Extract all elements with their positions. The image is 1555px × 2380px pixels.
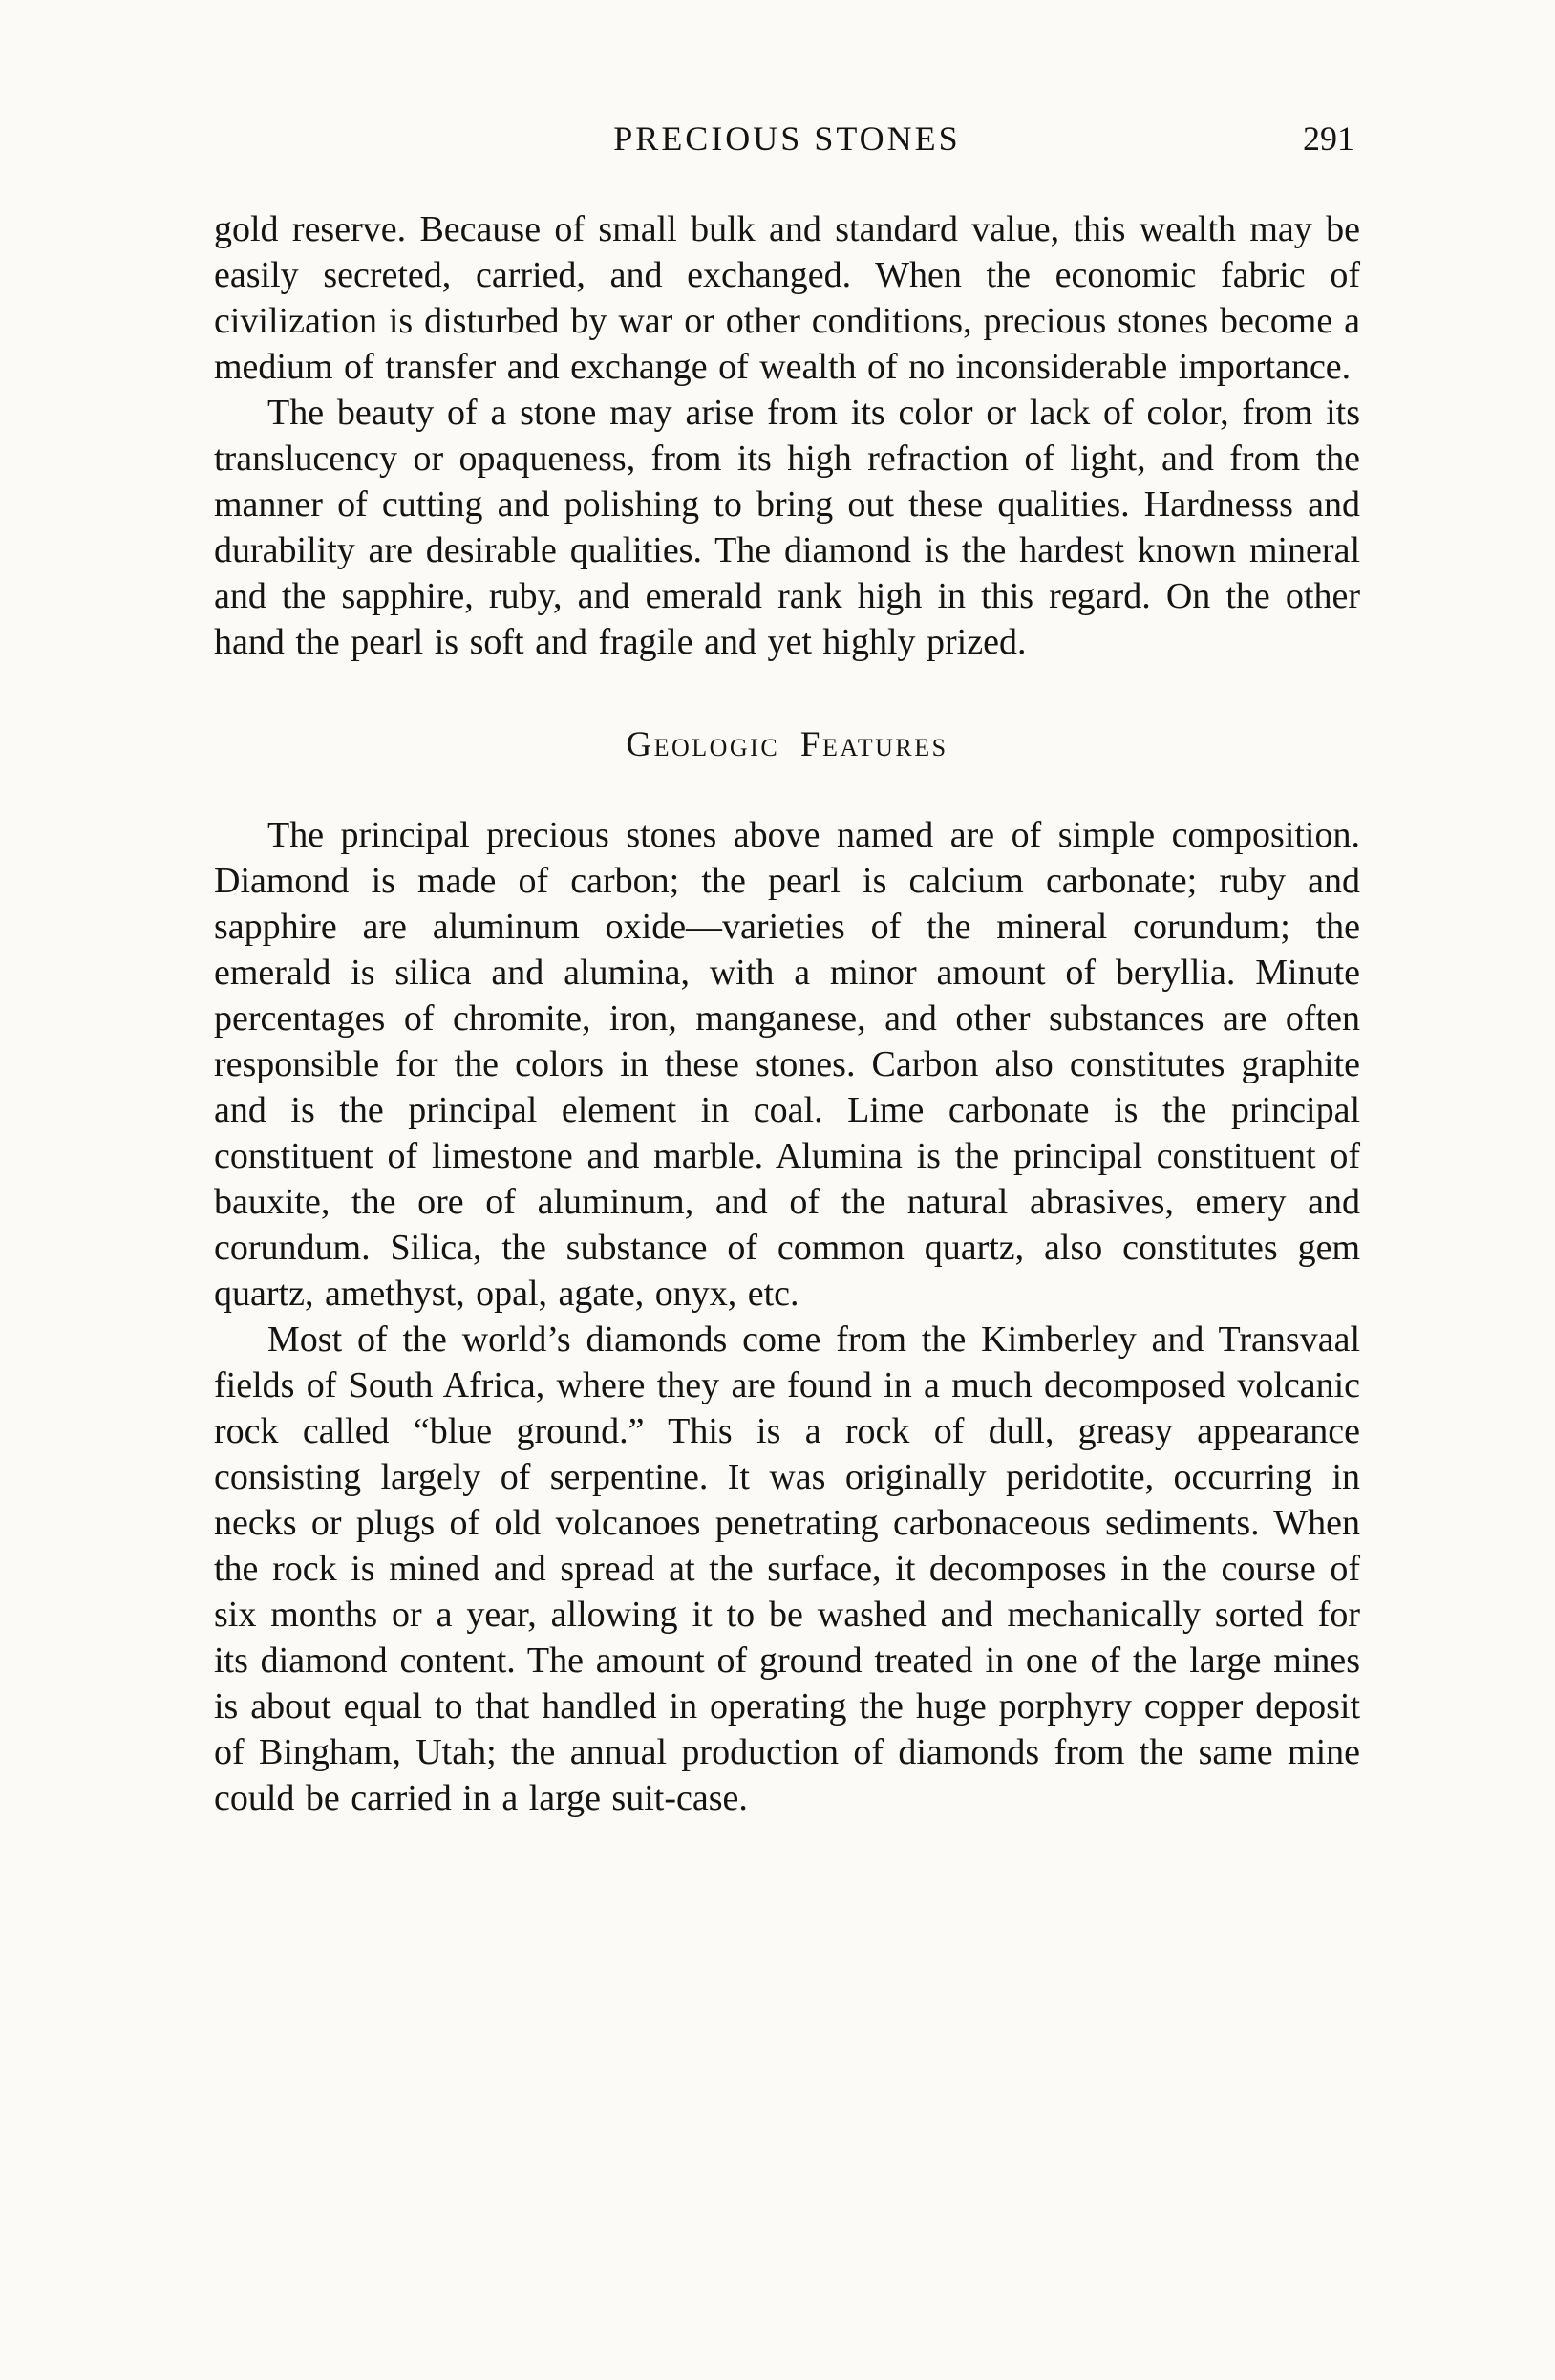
page-title: PRECIOUS STONES [613,119,961,158]
body-text [214,206,1360,1821]
running-header [214,115,1360,162]
paragraph: The principal precious stones above named are of simple composition. Diamond is made of carbon; the pearl is calcium carbonate; ruby and sapphire are aluminum oxide—varieties of the mineral corundum; the emerald is silica and alumina, with a minor amount of beryllia. Minute percentages of chromite, iron, manganese, and other substances are often responsible for the colors in these stones. Carbon also constitutes graphite and is the principal element in coal. Lime carbonate is the principal constituent of limestone and marble. Alumina is the principal constituent of bauxite, the ore of aluminum, and of the natural abrasives, emery and corundum. Silica, the substance of common quartz, also constitutes gem quartz, amethyst, opal, agate, onyx, etc. [214,815,1360,1314]
page-number: 291 [1303,119,1354,158]
paragraph-continuation: gold reserve. Because of small bulk and standard value, this wealth may be easily secreted, carried, and exchanged. When the economic fabric of civilization is disturbed by war or other conditions, precious stones become a medium of transfer and exchange of wealth of no inconsiderable importance. [214,209,1360,387]
paragraph: Most of the world’s diamonds come from the Kimberley and Transvaal fields of South Africa, where they are found in a much decomposed volcanic rock called “blue ground.” This is a rock of dull, greasy appearance consisting largely of serpentine. It was originally peridotite, occurring in necks or plugs of old volcanoes penetrating carbonaceous sediments. When the rock is mined and spread at the surface, it decomposes in the course of six months or a year, allowing it to be washed and mechanically sorted for its diamond content. The amount of ground treated in one of the large mines is about equal to that handled in operating the huge porphyry copper deposit of Bingham, Utah; the annual production of diamonds from the same mine could be carried in a large suit-case. [214,1319,1360,1818]
section-heading: Geologic Features [626,725,948,764]
paragraph: The beauty of a stone may arise from its color or lack of color, from its translucency or opaqueness, from its high refraction of light, and from the manner of cutting and polishing to bring out these qualities. Hardnesss and durability are desirable qualities. The diamond is the hardest known mineral and the sapphire, ruby, and emerald rank high in this regard. On the other hand the pearl is soft and fragile and yet highly prized. [214,393,1360,662]
